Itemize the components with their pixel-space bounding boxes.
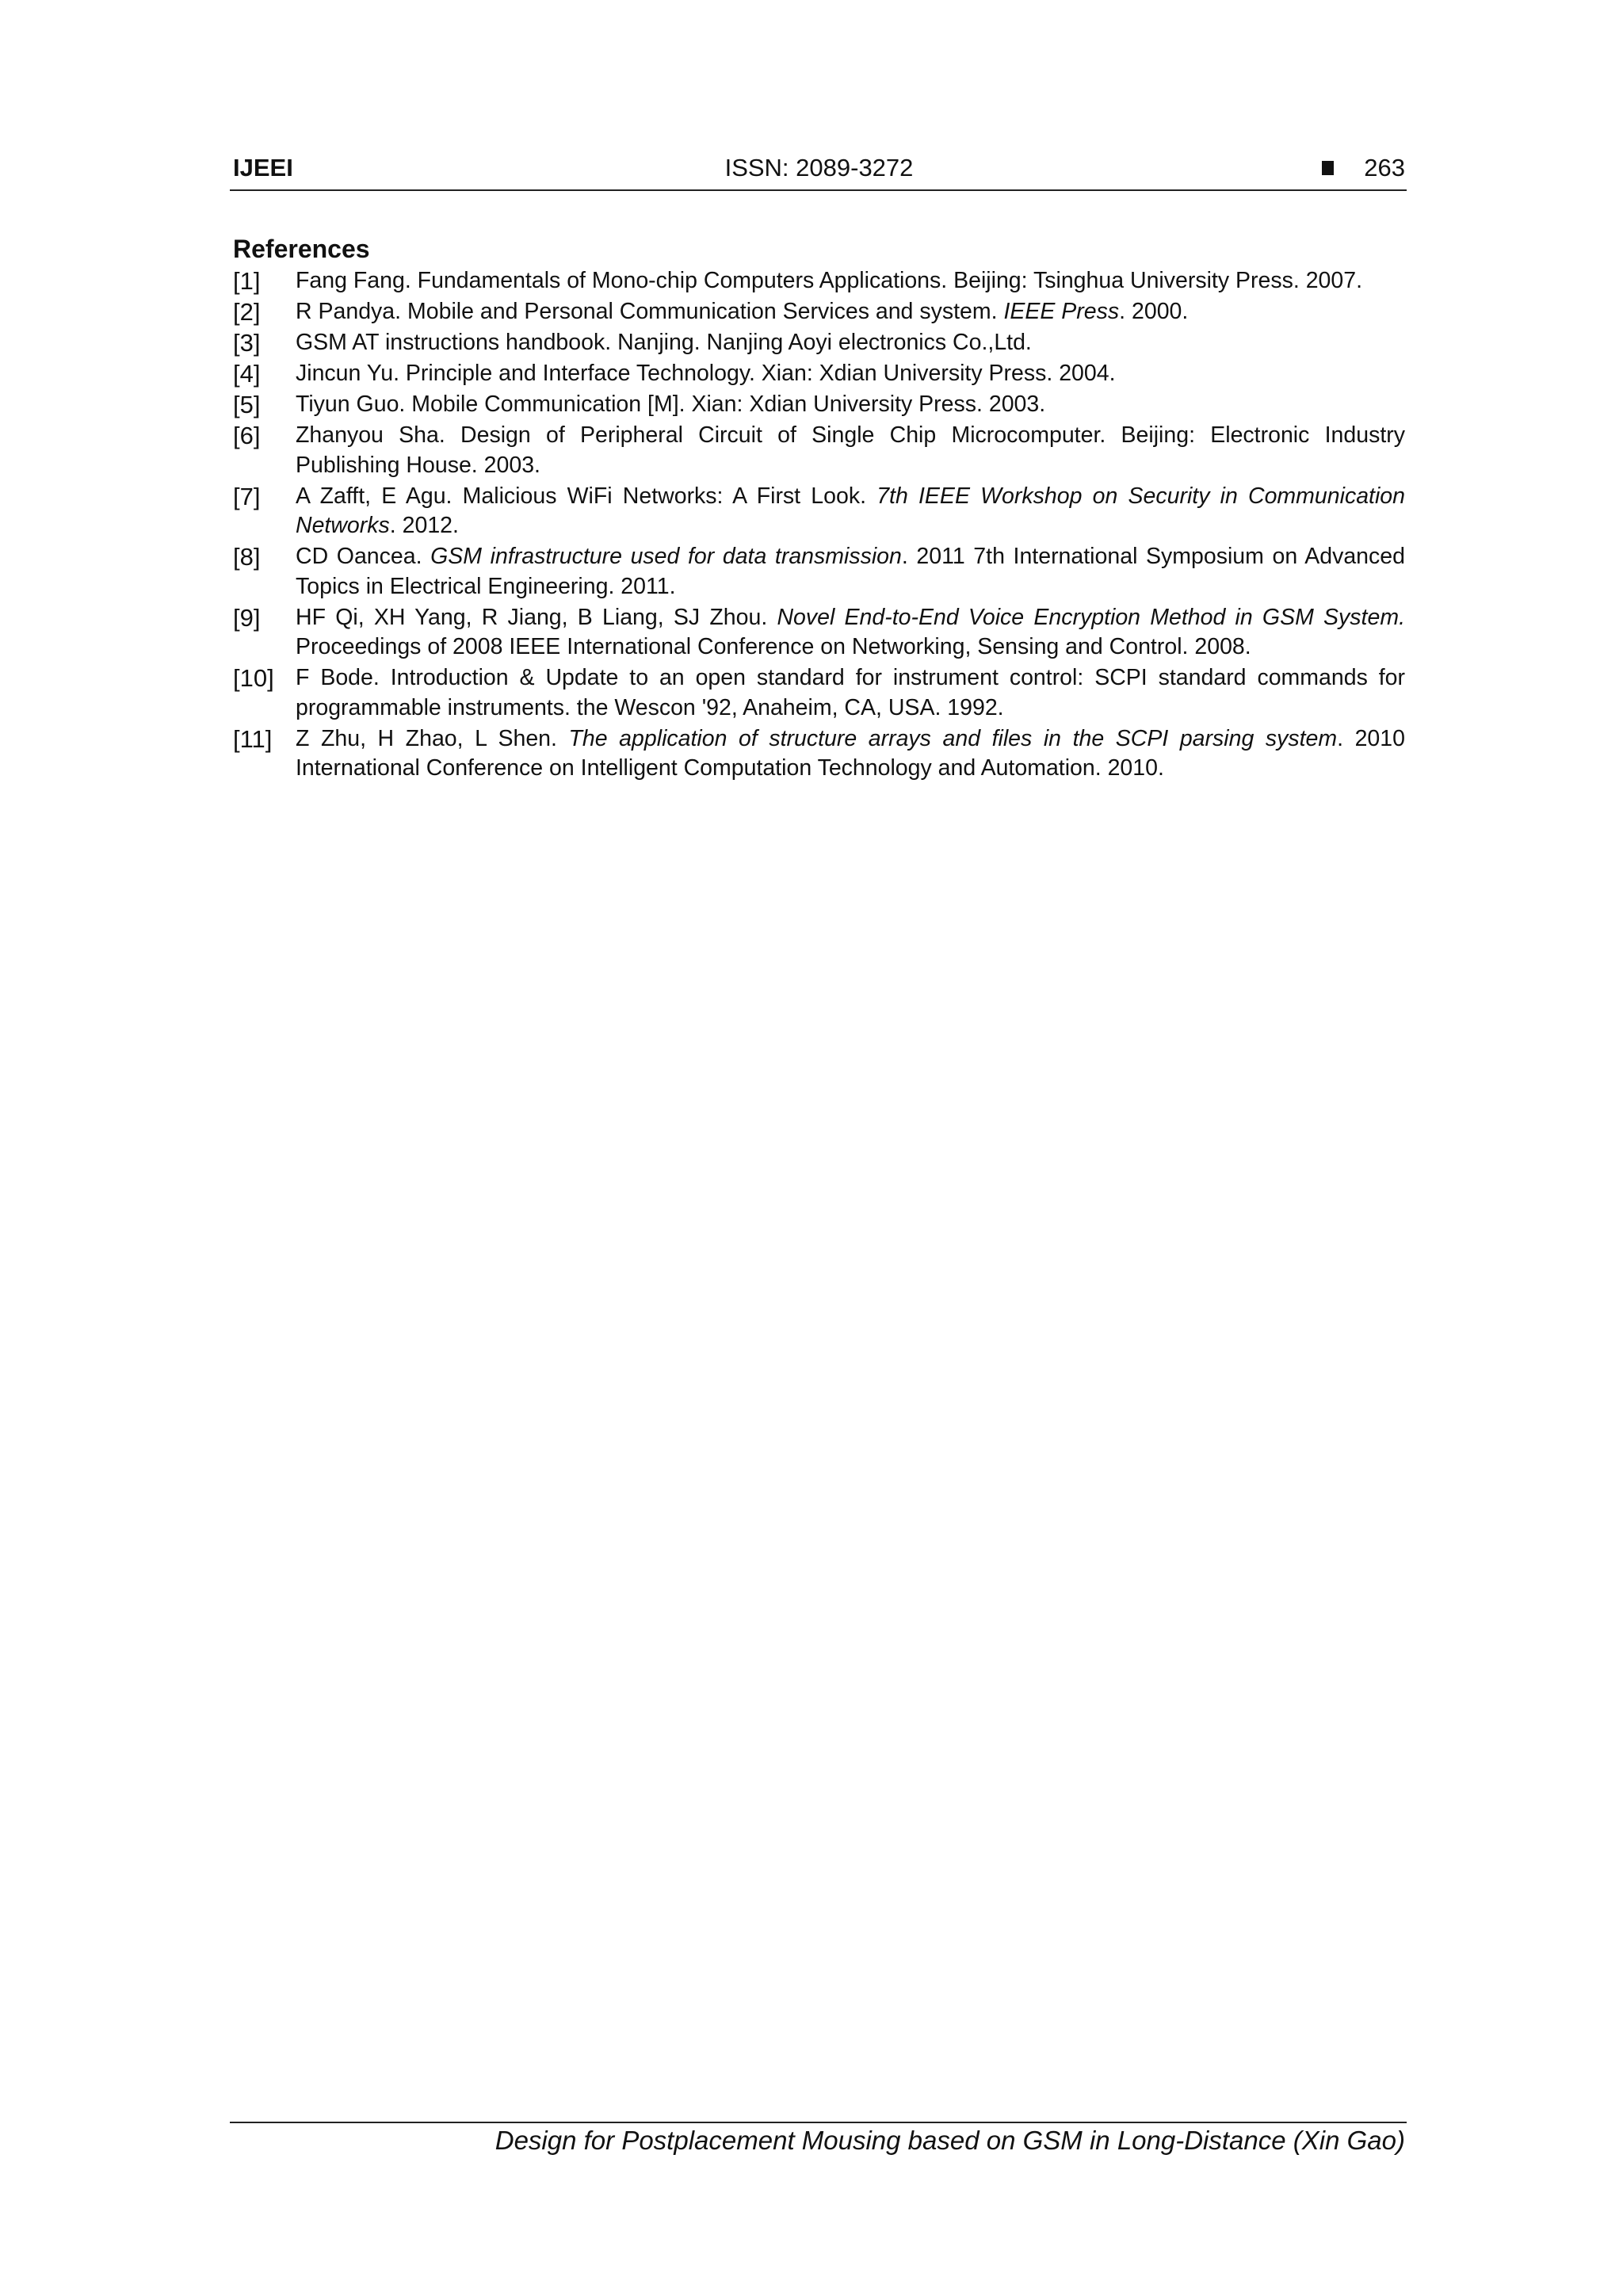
- page-number-block: [1322, 154, 1405, 182]
- reference-text: Zhanyou Sha. Design of Peripheral Circuit of Single Chip Microcomputer. Beijing: Electronic Industry Publishing House. 2003.: [296, 422, 1405, 478]
- reference-list: [233, 266, 1405, 784]
- reference-text: . 2011 7th International Symposium on Advanced Topics in Electrical Engineering. 2011.: [296, 544, 1405, 599]
- reference-text: . 2000.: [1119, 299, 1189, 324]
- reference-text: Z Zhu, H Zhao, L Shen.: [296, 725, 569, 751]
- reference-item: [233, 482, 1405, 541]
- footer-title: Design for Postplacement Mousing based on GSM in Long-Distance (Xin Gao): [495, 2126, 1405, 2155]
- running-header: [233, 154, 1405, 189]
- reference-text: A Zafft, E Agu. Malicious WiFi Networks: A First Look.: [296, 483, 877, 509]
- reference-italic-text: Novel End-to-End Voice Encryption Method in GSM System.: [777, 604, 1405, 630]
- reference-text: . 2012.: [389, 513, 459, 538]
- reference-text: . 2010 International Conference on Intelligent Computation Technology and Automation. 2010.: [296, 725, 1405, 781]
- reference-number: [4]: [233, 360, 261, 388]
- reference-number: [5]: [233, 391, 261, 418]
- reference-italic-text: IEEE Press: [1003, 299, 1120, 324]
- reference-text: CD Oancea.: [296, 544, 431, 569]
- reference-text: Fang Fang. Fundamentals of Mono-chip Computers Applications. Beijing: Tsinghua University Press. 2007.: [296, 268, 1363, 293]
- reference-item: [233, 603, 1405, 663]
- references-section: [233, 233, 1405, 785]
- reference-text: Tiyun Guo. Mobile Communication [M]. Xian: Xdian University Press. 2003.: [296, 392, 1046, 417]
- reference-number: [7]: [233, 482, 261, 510]
- issn: ISSN: 2089-3272: [724, 154, 914, 181]
- reference-italic-text: The application of structure arrays and files in the SCPI parsing system: [568, 725, 1338, 751]
- journal-name: IJEEI: [233, 154, 293, 181]
- reference-item: [233, 328, 1405, 358]
- reference-number: [2]: [233, 298, 261, 326]
- square-bullet-icon: [1322, 161, 1334, 175]
- page-number: 263: [1364, 154, 1405, 181]
- reference-item: [233, 724, 1405, 784]
- reference-text: R Pandya. Mobile and Personal Communication Services and system.: [296, 299, 1004, 324]
- reference-number: [10]: [233, 664, 274, 692]
- reference-number: [1]: [233, 267, 261, 295]
- reference-number: [8]: [233, 543, 261, 571]
- reference-item: [233, 542, 1405, 602]
- reference-item: [233, 359, 1405, 389]
- reference-text: GSM AT instructions handbook. Nanjing. Nanjing Aoyi electronics Co.,Ltd.: [296, 330, 1032, 355]
- reference-text: Proceedings of 2008 IEEE International Conference on Networking, Sensing and Control. 2008.: [296, 634, 1251, 659]
- reference-item: [233, 266, 1405, 296]
- reference-number: [3]: [233, 329, 261, 357]
- header-rule: [230, 189, 1407, 191]
- reference-item: [233, 663, 1405, 723]
- footer-rule: [230, 2122, 1407, 2123]
- reference-italic-text: GSM infrastructure used for data transmission: [430, 544, 902, 569]
- reference-text: Jincun Yu. Principle and Interface Technology. Xian: Xdian University Press. 2004.: [296, 361, 1116, 386]
- reference-number: [11]: [233, 724, 273, 753]
- reference-text: F Bode. Introduction & Update to an open standard for instrument control: SCPI standard commands for programmable instruments. the Wescon '92, Anaheim, CA, USA. 1992.: [296, 665, 1405, 720]
- reference-italic-text: 7th IEEE Workshop on Security in Communication Networks: [296, 483, 1405, 538]
- reference-item: [233, 297, 1405, 327]
- reference-item: [233, 390, 1405, 420]
- reference-item: [233, 421, 1405, 480]
- reference-number: [9]: [233, 603, 261, 632]
- reference-text: HF Qi, XH Yang, R Jiang, B Liang, SJ Zhou.: [296, 604, 777, 630]
- reference-number: [6]: [233, 422, 261, 449]
- references-title: References: [233, 235, 370, 263]
